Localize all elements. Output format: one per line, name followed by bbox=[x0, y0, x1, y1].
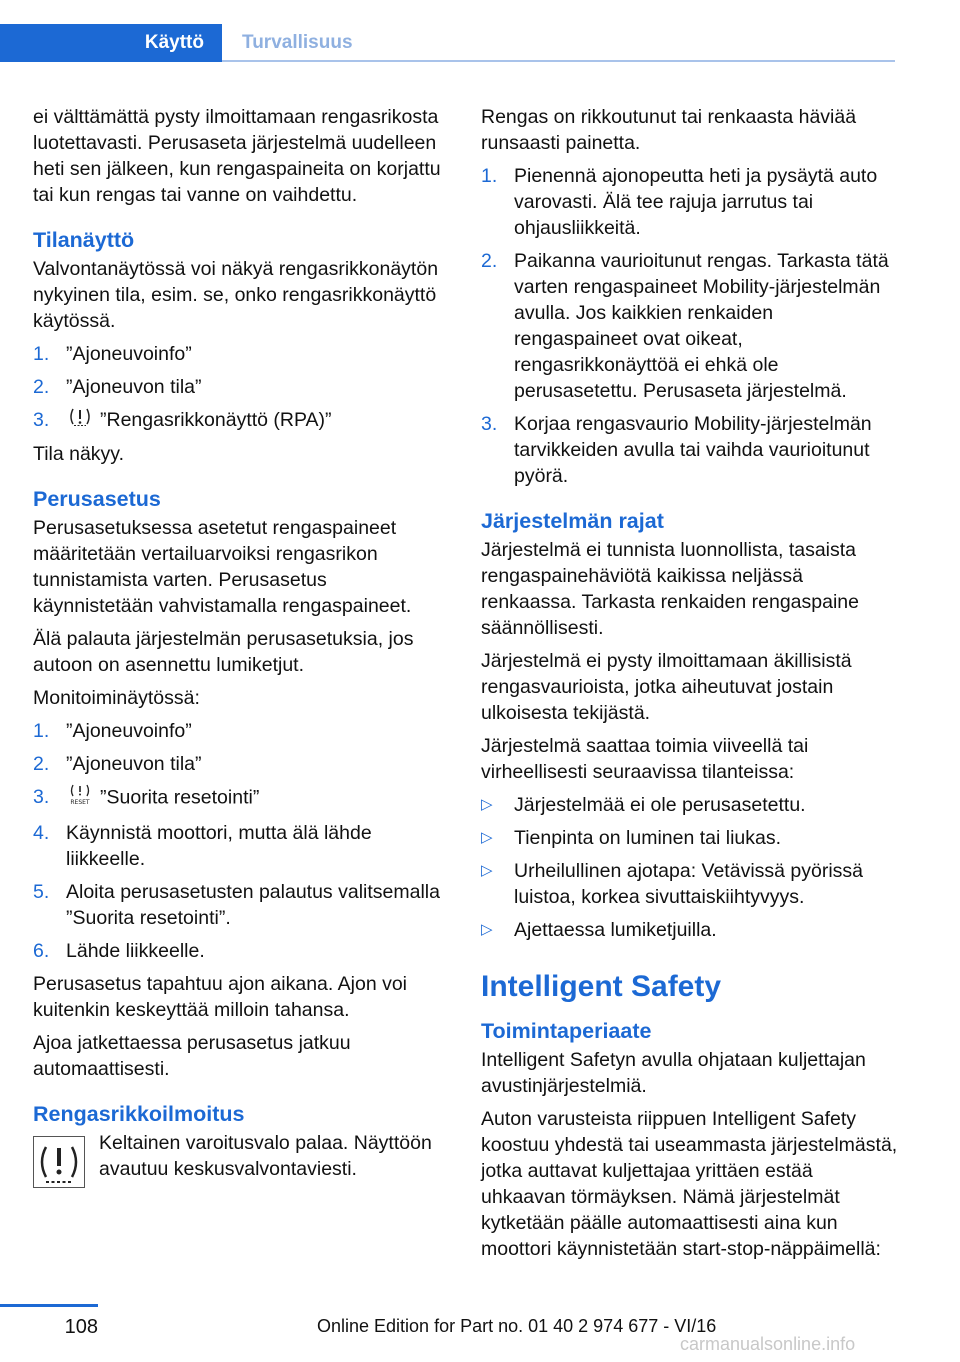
status-steps bbox=[33, 341, 451, 434]
alert-heading: Rengasrikkoilmoitus bbox=[33, 1102, 245, 1127]
status-result: Tila näkyy. bbox=[33, 443, 125, 466]
principle-heading: Toimintaperiaate bbox=[481, 1019, 652, 1043]
list-item: 1. ”Ajoneuvoinfo” bbox=[33, 343, 192, 365]
reset-warning: Älä palauta järjestelmän perusasetuksia, jos autoon on asennettu lumiketjut. bbox=[33, 628, 414, 677]
limits-text-2: Järjestelmä ei pysty ilmoittamaan äkillisistä rengasvaurioista, jotka aiheutuvat jostain ulkoisesta tekijästä. bbox=[481, 650, 852, 724]
triangle-bullet-icon: ▷ bbox=[481, 921, 493, 938]
list-item: ▷ Ajettaessa lumiketjuilla. bbox=[481, 919, 717, 941]
right-column bbox=[481, 104, 899, 1269]
list-item: 6. Lähde liikkeelle. bbox=[33, 940, 205, 963]
edition-text: Online Edition for Part no. 01 40 2 974 677 - VI/16 bbox=[317, 1316, 717, 1336]
list-item: 3. Korjaa rengasvaurio Mobility-järjestelmän tarvikkeiden avulla tai vaihda vaurioitunut pyörä. bbox=[481, 413, 872, 487]
reset-steps bbox=[33, 718, 451, 964]
principle-text-1: Intelligent Safetyn avulla ohjataan kuljettajan avustinjärjestelmiä. bbox=[481, 1049, 866, 1097]
header-rule bbox=[222, 60, 895, 62]
reset-heading: Perusasetus bbox=[33, 487, 161, 512]
tire-pressure-warning-icon bbox=[68, 407, 92, 434]
tire-pressure-warning-icon bbox=[33, 1136, 85, 1188]
alert-text: Keltainen varoitusvalo palaa. Näyttöön avautuu keskusvalvontaviesti. bbox=[99, 1132, 432, 1181]
list-item: 4. Käynnistä moottori, mutta älä lähde liikkeelle. bbox=[33, 822, 372, 871]
list-item: 3. RESET ”Suorita resetointi” bbox=[33, 784, 451, 813]
triangle-bullet-icon: ▷ bbox=[481, 829, 493, 846]
tire-reset-icon bbox=[68, 784, 92, 813]
section-title: Intelligent Safety bbox=[481, 970, 722, 1003]
list-item: 3. ”Rengasrikkonäyttö (RPA)” bbox=[33, 407, 451, 434]
limits-bullets bbox=[481, 792, 899, 943]
limits-heading: Järjestelmän rajat bbox=[481, 509, 664, 533]
reset-text: Perusasetuksessa asetetut rengaspaineet määritetään vertailuarvoiksi rengasrikon tunnistamista varten. Perusasetus käynnistetään vahvistamalla rengaspaineet. bbox=[33, 517, 412, 618]
list-item: 2. Paikanna vaurioitunut rengas. Tarkasta tätä varten rengaspaineet Mobility-järjestelmän avulla. Jos kaikkien renkaiden rengaspaineet ovat oikeat, rengasrikkonäyttöä ei ehkä ole perusasetettu. Perusaseta järjestelmä. bbox=[481, 250, 889, 402]
list-item: ▷ Tienpinta on luminen tai liukas. bbox=[481, 827, 782, 849]
list-item: ▷ Järjestelmää ei ole perusasetettu. bbox=[481, 794, 806, 816]
list-item: 5. Aloita perusasetusten palautus valitsemalla ”Suorita resetointi”. bbox=[33, 881, 440, 930]
list-item: 1. ”Ajoneuvoinfo” bbox=[33, 720, 192, 743]
tab-turvallisuus[interactable]: Turvallisuus bbox=[242, 32, 353, 53]
right-steps bbox=[481, 163, 899, 489]
status-text: Valvontanäytössä voi näkyä rengasrikkonäytön nykyinen tila, esim. se, onko rengasrikkonäyttö käytössä. bbox=[33, 258, 439, 332]
triangle-bullet-icon: ▷ bbox=[481, 862, 493, 879]
triangle-bullet-icon: ▷ bbox=[481, 796, 493, 813]
left-column bbox=[33, 104, 451, 1200]
list-item: 2. ”Ajoneuvon tila” bbox=[33, 753, 202, 776]
left-intro: ei välttämättä pysty ilmoittamaan rengasrikosta luotettavasti. Perusaseta järjestelmä uudelleen heti sen jälkeen, kun rengaspaineita on korjattu tai kun rengas tai vanne on vaihdettu. bbox=[33, 106, 441, 206]
list-item: ▷ Urheilullinen ajotapa: Vetävissä pyörissä luistoa, korkea sivuttaiskiihtyvyys. bbox=[481, 860, 864, 908]
principle-text-2: Auton varusteista riippuen Intelligent Safety koostuu yhdestä tai useammasta järjestelmästä, jotka auttavat kuljettajaa yrittäen estää uhkaavan törmäyksen. Nämä järjestelmät kytketään päälle automaattisesti aina kun moottori käynnistetään start-stop-näppäimellä: bbox=[481, 1108, 898, 1260]
reset-display: Monitoiminäytössä: bbox=[33, 687, 200, 710]
footer-rule bbox=[0, 1304, 98, 1307]
list-item: 1. Pienennä ajonopeutta heti ja pysäytä auto varovasti. Älä tee rajuja jarrutus tai ohjausliikkeitä. bbox=[481, 165, 878, 239]
page-number: 108 bbox=[64, 1316, 98, 1338]
reset-note-2: Ajoa jatkettaessa perusasetus jatkuu automaattisesti. bbox=[33, 1032, 351, 1081]
right-intro: Rengas on rikkoutunut tai renkaasta häviää runsaasti painetta. bbox=[481, 106, 857, 154]
list-item: 2. ”Ajoneuvon tila” bbox=[33, 376, 202, 398]
header-tabs bbox=[0, 24, 895, 62]
limits-text-1: Järjestelmä ei tunnista luonnollista, tasaista rengaspainehäviötä kaikissa neljässä renkaassa. Tarkasta renkaiden rengaspaine säännöllisesti. bbox=[481, 539, 859, 639]
reset-note-1: Perusasetus tapahtuu ajon aikana. Ajon voi kuitenkin keskeyttää milloin tahansa. bbox=[33, 973, 408, 1022]
status-heading: Tilanäyttö bbox=[33, 228, 135, 252]
limits-text-3: Järjestelmä saattaa toimia viiveellä tai virheellisesti seuraavissa tilanteissa: bbox=[481, 735, 809, 783]
alert-block bbox=[33, 1130, 451, 1200]
watermark: carmanualsonline.info bbox=[680, 1334, 856, 1354]
svg-text:RESET: RESET bbox=[70, 799, 90, 807]
tab-kaytto[interactable]: Käyttö bbox=[0, 24, 222, 62]
